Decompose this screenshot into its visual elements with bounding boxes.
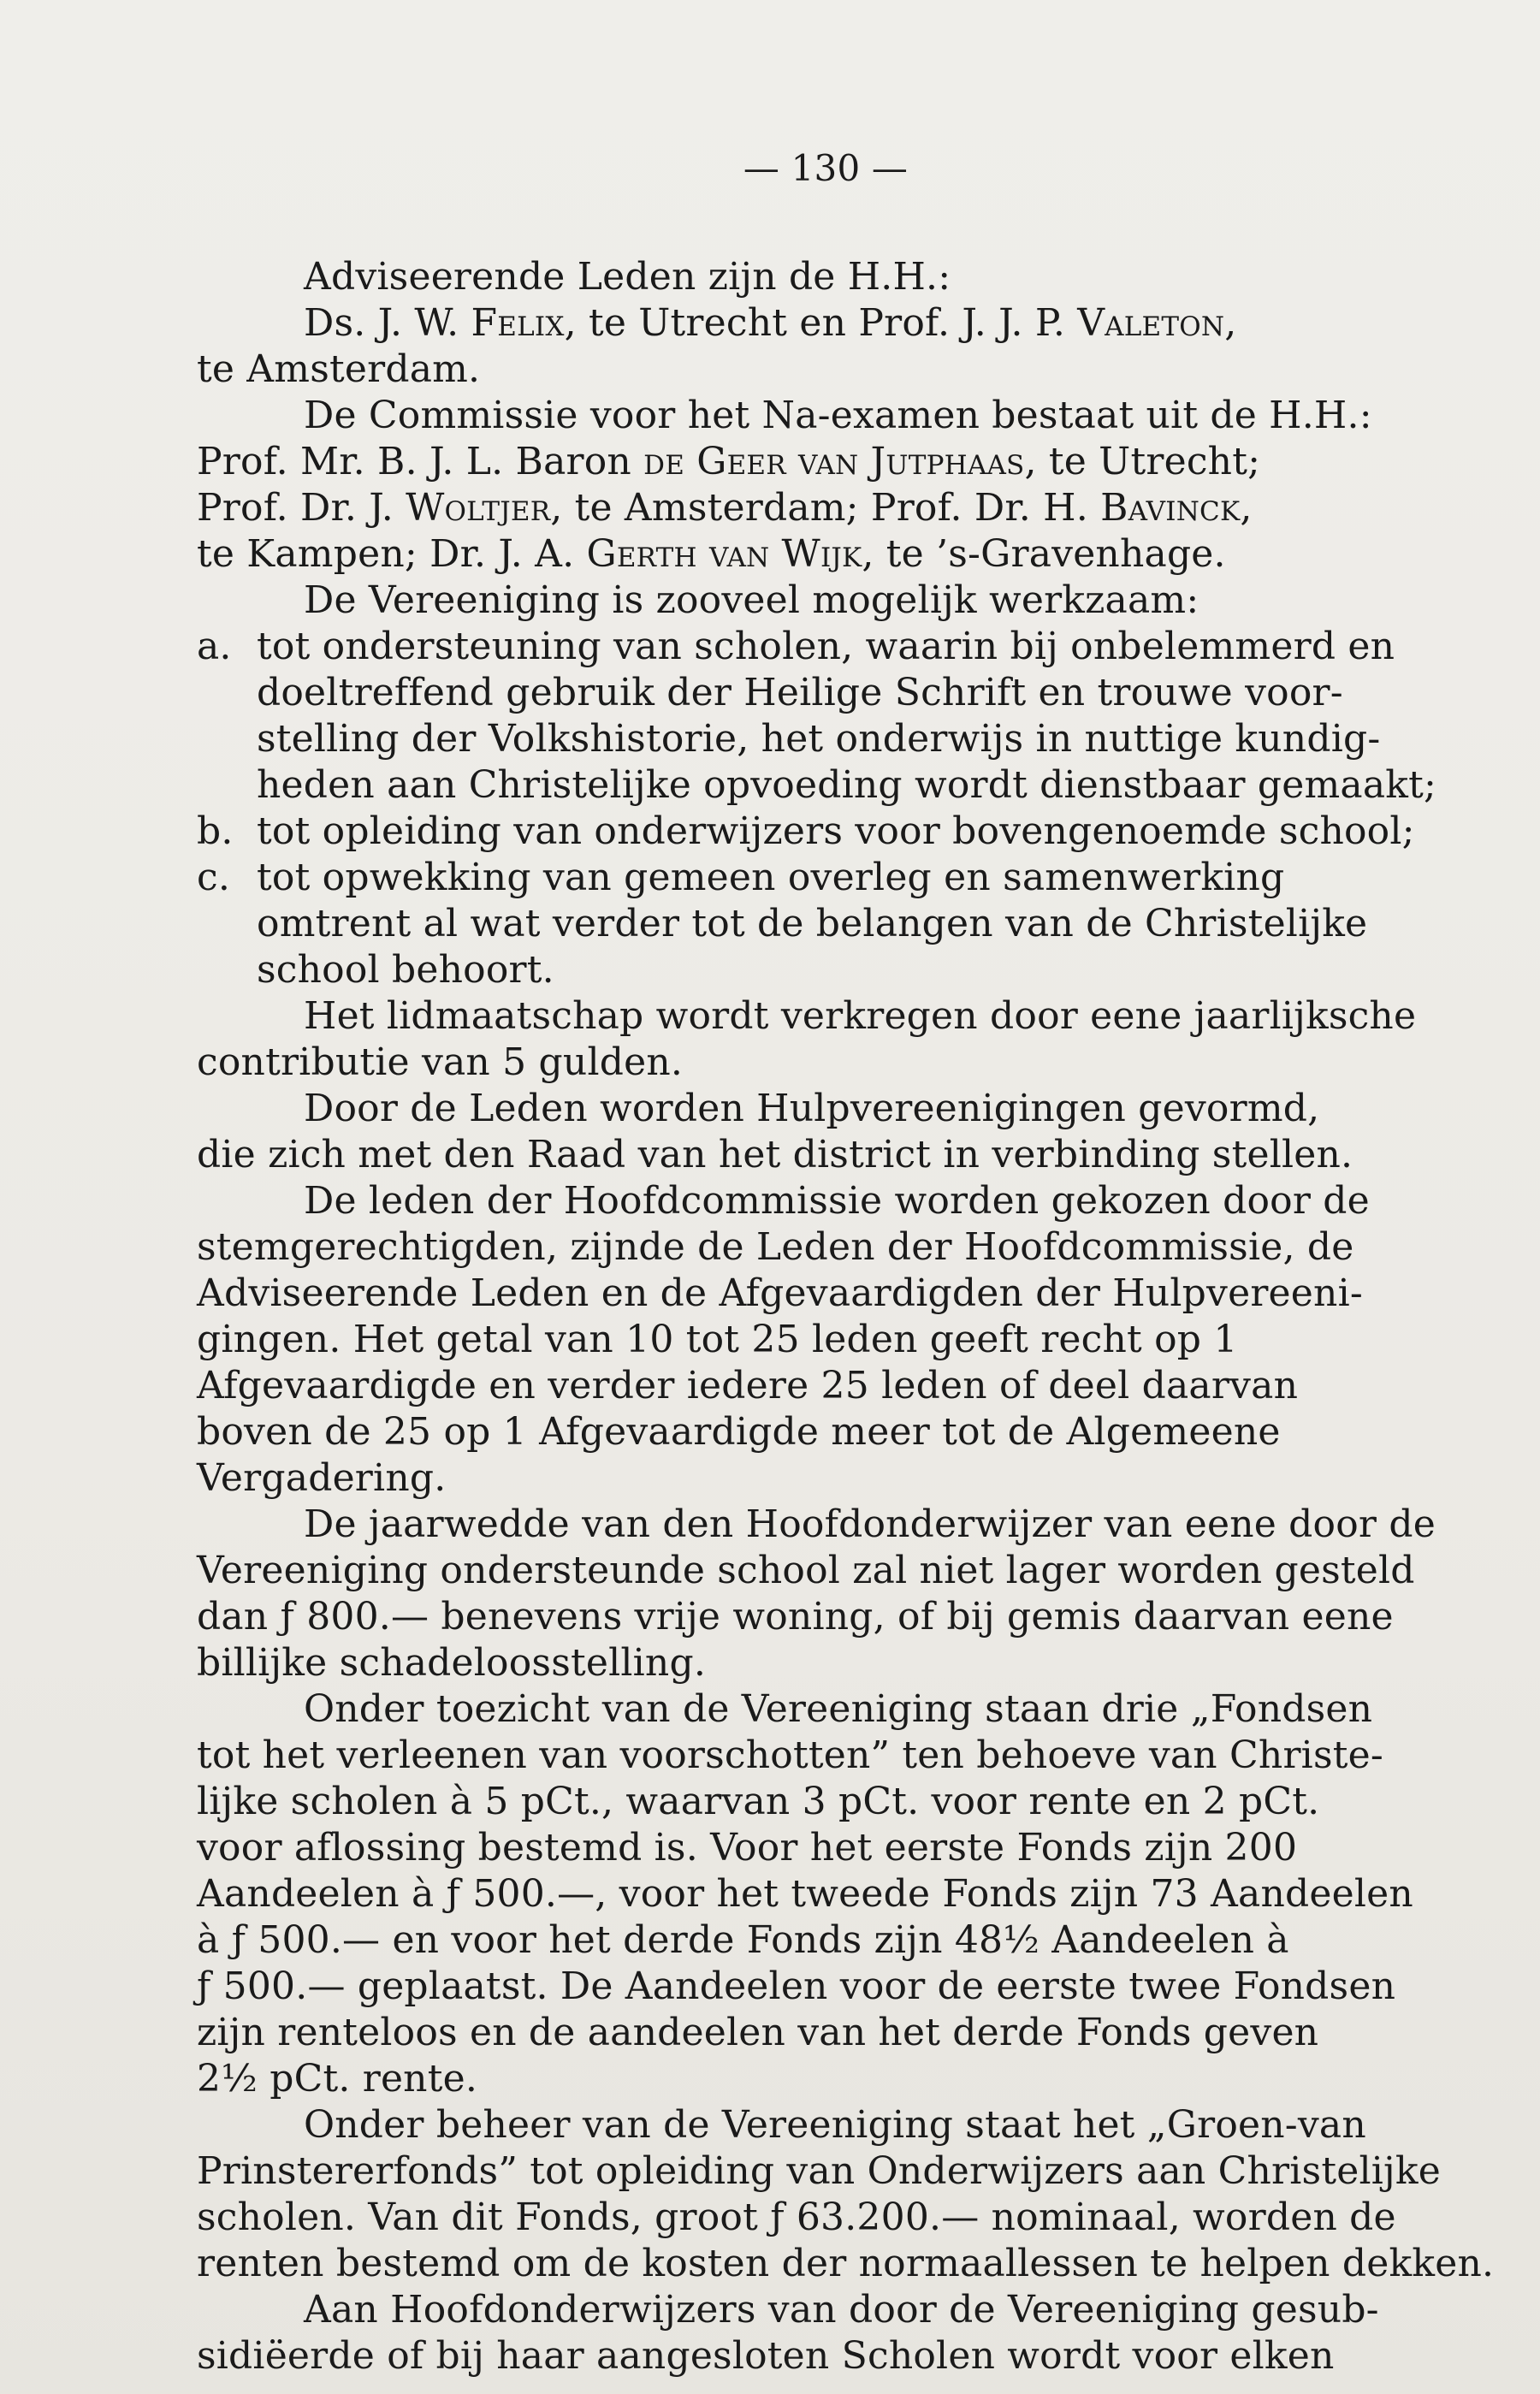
text-run: stemgerechtigden, zijnde de Leden der Hoofdcommissie, de	[197, 1225, 1354, 1269]
text-run: omtrent al wat verder tot de belangen van de Christelijke	[257, 902, 1368, 945]
text-run: Prof. Dr. J.	[197, 486, 406, 530]
text-run: contributie van 5 gulden.	[197, 1040, 684, 1084]
text-run: zijn renteloos en de aandeelen van het derde Fonds geven	[197, 2011, 1319, 2054]
text-run: , te Amsterdam; Prof. Dr. H.	[550, 486, 1101, 530]
text-line	[197, 1548, 1454, 1594]
text-line	[197, 947, 1454, 993]
text-line	[197, 1271, 1454, 1317]
text-line	[197, 1363, 1454, 1409]
text-line	[197, 993, 1454, 1040]
text-line	[197, 2287, 1454, 2333]
text-run: , te Utrecht;	[1024, 440, 1261, 483]
person-name: Valeton	[1077, 301, 1225, 345]
text-run: De Commissie voor het Na-examen bestaat uit de H.H.:	[304, 394, 1372, 437]
text-run: heden aan Christelijke opvoeding wordt dienstbaar gemaakt;	[257, 763, 1437, 807]
text-run: Aan Hoofdonderwijzers van door de Vereeniging gesub-	[304, 2288, 1379, 2332]
text-run: te Amsterdam.	[197, 347, 481, 391]
text-run: sidiëerde of bij haar aangesloten Scholen wordt voor elken	[197, 2334, 1335, 2378]
text-line	[197, 2010, 1454, 2056]
person-name: Felix	[471, 301, 565, 345]
text-run: Onder toezicht van de Vereeniging staan drie „Fondsen	[304, 1687, 1373, 1731]
text-line	[197, 2333, 1454, 2379]
text-run: De leden der Hoofdcommissie worden gekozen door de	[304, 1179, 1370, 1223]
text-line	[197, 485, 1454, 531]
text-run: die zich met den Raad van het district in verbinding stellen.	[197, 1133, 1353, 1176]
text-run: Prinstererfonds” tot opleiding van Onderwijzers aan Christelijke	[197, 2149, 1441, 2193]
text-line	[197, 1455, 1454, 1502]
text-line	[197, 531, 1454, 578]
text-line	[197, 1040, 1454, 1086]
text-line	[197, 855, 1454, 901]
text-run: Ds. J. W.	[304, 301, 471, 345]
text-line	[197, 2195, 1454, 2241]
text-line	[197, 1733, 1454, 1779]
text-line	[197, 2148, 1454, 2195]
text-line	[197, 624, 1454, 670]
text-run: tot opwekking van gemeen overleg en samenwerking	[257, 856, 1285, 899]
text-line	[197, 809, 1454, 855]
text-line	[197, 1594, 1454, 1640]
text-run: gingen. Het getal van 10 tot 25 leden geeft recht op 1	[197, 1318, 1238, 1361]
text-run: Het lidmaatschap wordt verkregen door eene jaarlijksche	[304, 994, 1417, 1038]
list-item-label: c.	[197, 856, 231, 899]
text-run: school behoort.	[257, 948, 554, 992]
text-run: scholen. Van dit Fonds, groot ƒ 63.200.— nominaal, worden de	[197, 2195, 1396, 2239]
text-run: voor aflossing bestemd is. Voor het eerste Fonds zijn 200	[197, 1826, 1298, 1870]
text-lines	[197, 254, 1495, 2379]
text-run: ,	[1240, 486, 1253, 530]
text-line	[197, 300, 1454, 347]
text-line	[197, 1178, 1454, 1224]
text-run: dan ƒ 800.— benevens vrije woning, of bij gemis daarvan eene	[197, 1595, 1394, 1638]
text-run: Door de Leden worden Hulpvereenigingen gevormd,	[304, 1087, 1320, 1130]
text-run: Adviseerende Leden en de Afgevaardigden der Hulpvereeni-	[197, 1271, 1363, 1315]
text-run: , te Utrecht en Prof. J. J. P.	[564, 301, 1078, 345]
text-line	[197, 1825, 1454, 1871]
text-line	[197, 762, 1454, 809]
text-run: Vereeniging ondersteunde school zal niet lager worden gesteld	[197, 1549, 1415, 1592]
text-run: tot het verleenen van voorschotten” ten behoeve van Christe-	[197, 1733, 1383, 1777]
text-run: boven de 25 op 1 Afgevaardigde meer tot de Algemeene	[197, 1410, 1281, 1454]
text-line	[197, 1779, 1454, 1825]
text-line	[197, 1640, 1454, 1686]
text-run: te Kampen; Dr. J. A.	[197, 532, 587, 576]
text-run: ,	[1224, 301, 1237, 345]
text-run: billijke schadeloosstelling.	[197, 1641, 707, 1685]
text-line	[197, 254, 1454, 300]
person-name: de Geer van Jutphaas	[643, 440, 1025, 483]
person-name: Bavinck	[1100, 486, 1241, 530]
text-line	[197, 1317, 1454, 1363]
text-line	[197, 393, 1454, 439]
text-line	[197, 1132, 1454, 1178]
text-run: stelling der Volkshistorie, het onderwijs in nuttige kundig-	[257, 717, 1381, 761]
text-line	[197, 1686, 1454, 1733]
text-run: tot ondersteuning van scholen, waarin bij onbelemmerd en	[257, 625, 1395, 668]
text-line	[197, 1409, 1454, 1455]
text-run: Vergadering.	[197, 1456, 447, 1500]
text-run: De Vereeniging is zooveel mogelijk werkzaam:	[304, 578, 1199, 622]
text-line	[197, 716, 1454, 762]
text-run: à ƒ 500.— en voor het derde Fonds zijn 48½ Aandeelen à	[197, 1918, 1289, 1962]
text-line	[197, 578, 1454, 624]
text-line	[197, 2241, 1495, 2287]
text-line	[197, 347, 1454, 393]
text-line	[197, 901, 1454, 947]
text-run: , te ’s-Gravenhage.	[862, 532, 1226, 576]
page-number: — 130 —	[743, 147, 909, 189]
text-line	[197, 1917, 1454, 1964]
person-name: Woltjer	[406, 486, 551, 530]
text-run: De jaarwedde van den Hoofdonderwijzer van eene door de	[304, 1502, 1436, 1546]
text-run: Aandeelen à ƒ 500.—, voor het tweede Fonds zijn 73 Aandeelen	[197, 1872, 1413, 1916]
text-run: tot opleiding van onderwijzers voor bovengenoemde school;	[257, 809, 1415, 853]
person-name: Gerth van Wijk	[586, 532, 862, 576]
text-run: doeltreffend gebruik der Heilige Schrift en trouwe voor-	[257, 671, 1343, 714]
text-line	[197, 1086, 1454, 1132]
text-run: 2½ pCt. rente.	[197, 2057, 478, 2101]
text-run: Adviseerende Leden zijn de H.H.:	[304, 255, 951, 299]
text-line	[197, 1964, 1454, 2010]
page-text	[197, 147, 1495, 2379]
text-line	[197, 1224, 1454, 1271]
text-line	[197, 1502, 1454, 1548]
text-run: lijke scholen à 5 pCt., waarvan 3 pCt. voor rente en 2 pCt.	[197, 1780, 1320, 1823]
text-run: ƒ 500.— geplaatst. De Aandeelen voor de eerste twee Fondsen	[197, 1964, 1396, 2008]
text-line	[197, 670, 1454, 716]
text-run: Prof. Mr. B. J. L. Baron	[197, 440, 644, 483]
text-line	[197, 2056, 1454, 2102]
text-line	[197, 2102, 1454, 2148]
text-run: Onder beheer van de Vereeniging staat het „Groen-van	[304, 2103, 1366, 2147]
text-line	[197, 439, 1454, 485]
text-run: Afgevaardigde en verder iedere 25 leden of deel daarvan	[197, 1364, 1299, 1407]
list-item-label: b.	[197, 809, 234, 853]
text-line	[197, 1871, 1454, 1917]
list-item-label: a.	[197, 625, 232, 668]
text-run: renten bestemd om de kosten der normaallessen te helpen dekken.	[197, 2242, 1495, 2285]
